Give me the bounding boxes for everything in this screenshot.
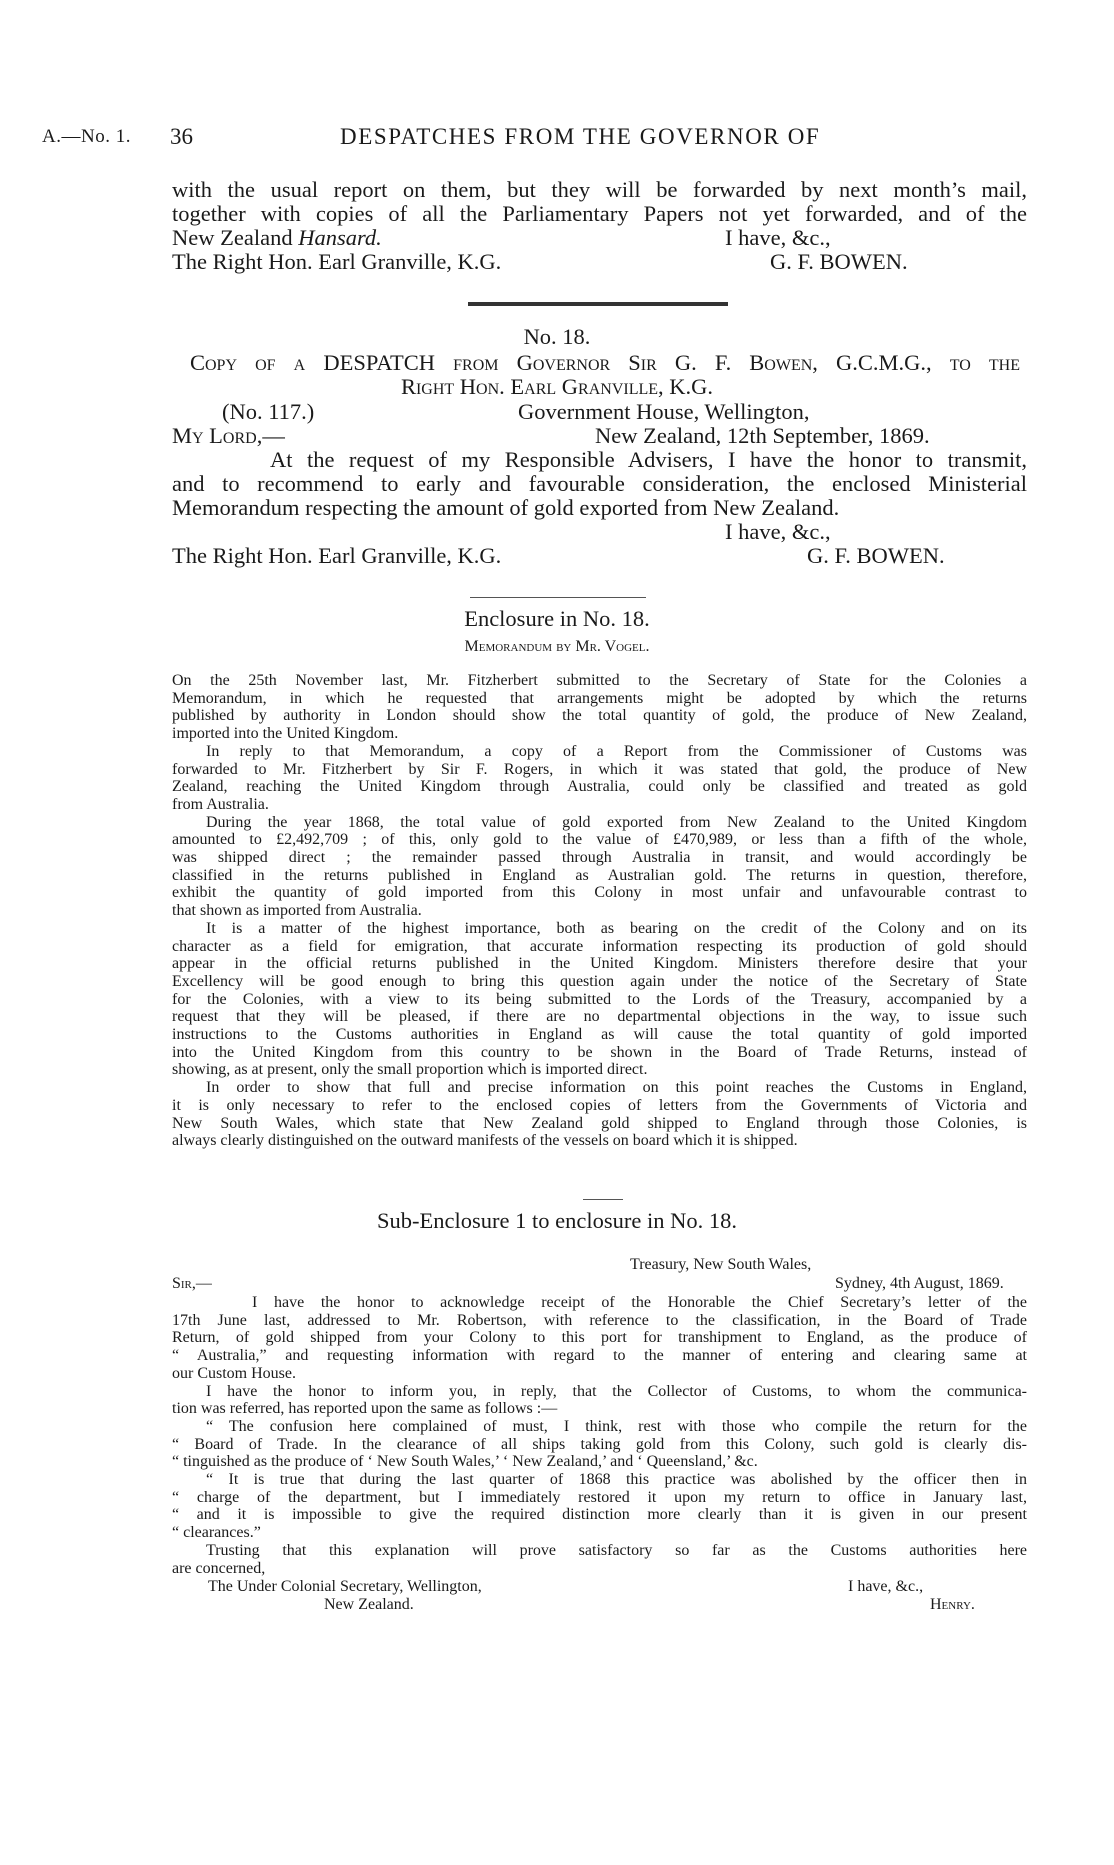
text-line: “ clearances.”: [172, 1524, 261, 1542]
closing: I have, &c.,: [725, 225, 831, 250]
text-line: forwarded to Mr. Fitzherbert by Sir F. Rogers, in which it was stated that gold, the produce of New: [172, 760, 1027, 778]
closing: I have, &c.,: [848, 1578, 924, 1595]
opening-block: [172, 178, 1027, 274]
paragraph: [172, 1542, 1027, 1577]
text-run-italic: Hansard.: [298, 225, 382, 250]
memo-heading: Memorandum by Mr. Vogel.: [464, 638, 650, 655]
paragraph: [172, 814, 1027, 920]
addressee: The Right Hon. Earl Granville, K.G.: [172, 543, 502, 568]
signature: G. F. BOWEN.: [770, 249, 908, 274]
text-line: “ The confusion here complained of must, I think, rest with those who compile the return for the: [206, 1417, 1027, 1435]
text-line: Memorandum respecting the amount of gold exported from New Zealand.: [172, 495, 840, 520]
text-line: was shipped direct ; the remainder passed through Australia in transit, and would accordingly be: [172, 849, 1027, 867]
salutation: Sir,—: [172, 1275, 212, 1292]
paragraph: [172, 1294, 1027, 1383]
date-line: Sydney, 4th August, 1869.: [835, 1275, 1004, 1292]
despatch-title: Right Hon. Earl Granville, K.G.: [400, 374, 714, 399]
text-line: request that they will be pleased, if there are no departmental objections in the way, to issue such: [172, 1008, 1027, 1026]
addressee: The Under Colonial Secretary, Wellington,: [208, 1578, 482, 1595]
text-line: amounted to £2,492,709 ; of this, only gold to the value of £470,989, or less than a fifth of the whole,: [172, 831, 1027, 849]
text-line: tion was referred, has reported upon the same as follows :—: [172, 1400, 558, 1418]
despatch-title: Copy of a DESPATCH from Governor Sir G. F. Bowen, G.C.M.G., to the: [190, 350, 1020, 375]
text-line: In order to show that full and precise information on this point reaches the Customs in England,: [206, 1079, 1027, 1097]
place-line: Treasury, New South Wales,: [630, 1256, 812, 1273]
page-title: DESPATCHES FROM THE GOVERNOR OF: [340, 124, 821, 149]
memorandum-body: [172, 672, 1027, 1150]
text-line: together with copies of all the Parliamentary Papers not yet forwarded, and of the: [172, 201, 1027, 226]
paragraph: [172, 1079, 1027, 1150]
text-line: always clearly distinguished on the outward manifests of the vessels on board which it is shipped.: [172, 1132, 798, 1150]
text-line: that shown as imported from Australia.: [172, 902, 422, 920]
text-line: instructions to the Customs authorities in England as will cause the total quantity of gold imported: [172, 1026, 1027, 1044]
text-line: imported into the United Kingdom.: [172, 725, 399, 743]
text-line: New South Wales, which state that New Zealand gold shipped to England through those Colonies, is: [172, 1114, 1027, 1132]
despatch-body: [172, 448, 1027, 520]
page-number: 36: [170, 124, 193, 149]
signature: G. F. BOWEN.: [807, 543, 945, 568]
text-line: our Custom House.: [172, 1364, 296, 1382]
closing: I have, &c.,: [725, 519, 831, 544]
text-line: Memorandum, in which he requested that arrangements might be adopted by which the returns: [172, 689, 1027, 707]
text-line: “ Australia,” and requesting information with regard to the manner of entering and clearing same at: [172, 1347, 1027, 1365]
signature: Henry.: [930, 1596, 975, 1613]
text-line: with the usual report on them, but they will be forwarded by next month’s mail,: [172, 177, 1027, 202]
section-divider: [583, 1199, 623, 1200]
paragraph: [172, 1471, 1027, 1542]
text-line: “ tinguished as the produce of ‘ New South Wales,’ ‘ New Zealand,’ and ‘ Queensland,’ &c.: [172, 1453, 758, 1471]
text-line: appear in the official returns published in the United Kingdom. Ministers therefore desire that your: [172, 955, 1027, 973]
addressee: The Right Hon. Earl Granville, K.G.: [172, 249, 502, 274]
text-line: “ Board of Trade. In the clearance of all ships taking gold from this Colony, such gold is clearly dis-: [172, 1435, 1027, 1453]
text-line: [172, 226, 1027, 250]
text-line: it is only necessary to refer to the enclosed copies of letters from the Governments of Victoria and: [172, 1096, 1027, 1114]
text-line: into the United Kingdom from this country to be shown in the Board of Trade Returns, instead of: [172, 1043, 1027, 1061]
paragraph: [172, 672, 1027, 743]
text-line: and to recommend to early and favourable consideration, the enclosed Ministerial: [172, 471, 1027, 496]
text-line: Excellency will be good enough to bring this question again under the notice of the Secretary of State: [172, 972, 1027, 990]
date-line: New Zealand, 12th September, 1869.: [595, 423, 930, 448]
text-line: It is a matter of the highest importance, both as bearing on the credit of the Colony and on its: [206, 919, 1027, 937]
paragraph: [172, 920, 1027, 1079]
text-line: “ It is true that during the last quarter of 1868 this practice was abolished by the officer then in: [206, 1471, 1027, 1489]
addressee: New Zealand.: [324, 1596, 414, 1613]
text-line: character as a field for emigration, that accurate information respecting its production of gold should: [172, 937, 1027, 955]
text-line: “ and it is impossible to give the required distinction more clearly than it is given in our present: [172, 1506, 1027, 1524]
text-line: On the 25th November last, Mr. Fitzherbert submitted to the Secretary of State for the Colonies a: [172, 672, 1027, 689]
paragraph: [172, 743, 1027, 814]
text-line: 17th June last, addressed to Mr. Robertson, with reference to the classification, in the Board of Trade: [172, 1311, 1027, 1329]
despatch-number: No. 18.: [523, 324, 591, 349]
sub-enclosure-heading: Sub-Enclosure 1 to enclosure in No. 18.: [377, 1208, 737, 1233]
text-line: from Australia.: [172, 795, 269, 813]
despatch-ref: (No. 117.): [222, 399, 315, 424]
paragraph: [172, 1418, 1027, 1471]
text-run: New Zealand: [172, 225, 299, 250]
text-line: I have the honor to acknowledge receipt of the Honorable the Chief Secretary’s letter of the: [252, 1294, 1027, 1311]
text-line: are concerned,: [172, 1559, 266, 1577]
text-line: In reply to that Memorandum, a copy of a Report from the Commissioner of Customs was: [206, 742, 1027, 760]
text-line: classified in the returns published in England as Australian gold. The returns in question, therefore,: [172, 866, 1027, 884]
sub-enclosure-body: [172, 1294, 1027, 1577]
text-line: Trusting that this explanation will prove satisfactory so far as the Customs authorities here: [206, 1541, 1027, 1559]
text-line: [172, 250, 1027, 274]
text-line: At the request of my Responsible Advisers, I have the honor to transmit,: [270, 447, 1027, 472]
enclosure-heading: Enclosure in No. 18.: [464, 606, 650, 631]
text-line: showing, as at present, only the small proportion which is imported direct.: [172, 1061, 648, 1079]
text-line: Return, of gold shipped from your Colony to this port for transhipment to England, as the produce of: [172, 1329, 1027, 1347]
header-ref: A.—No. 1.: [42, 126, 131, 147]
paragraph: [172, 1383, 1027, 1418]
text-line: for the Colonies, with a view to its being submitted to the Lords of the Treasury, accompanied by a: [172, 990, 1027, 1008]
text-line: During the year 1868, the total value of gold exported from New Zealand to the United Kingdom: [206, 813, 1027, 831]
section-divider: [468, 302, 728, 306]
text-line: Zealand, reaching the United Kingdom through Australia, could only be classified and treated as gold: [172, 778, 1027, 796]
text-line: I have the honor to inform you, in reply, that the Collector of Customs, to whom the communica-: [206, 1382, 1027, 1400]
salutation: My Lord,—: [172, 423, 285, 448]
text-line: published by authority in London should show the total quantity of gold, the produce of New Zealand,: [172, 707, 1027, 725]
text-line: exhibit the quantity of gold imported from this Colony in most unfair and unfavourable contrast to: [172, 884, 1027, 902]
section-divider: [470, 597, 646, 598]
text-line: “ charge of the department, but I immediately restored it upon my return to office in January last,: [172, 1488, 1027, 1506]
place-line: Government House, Wellington,: [518, 399, 810, 424]
